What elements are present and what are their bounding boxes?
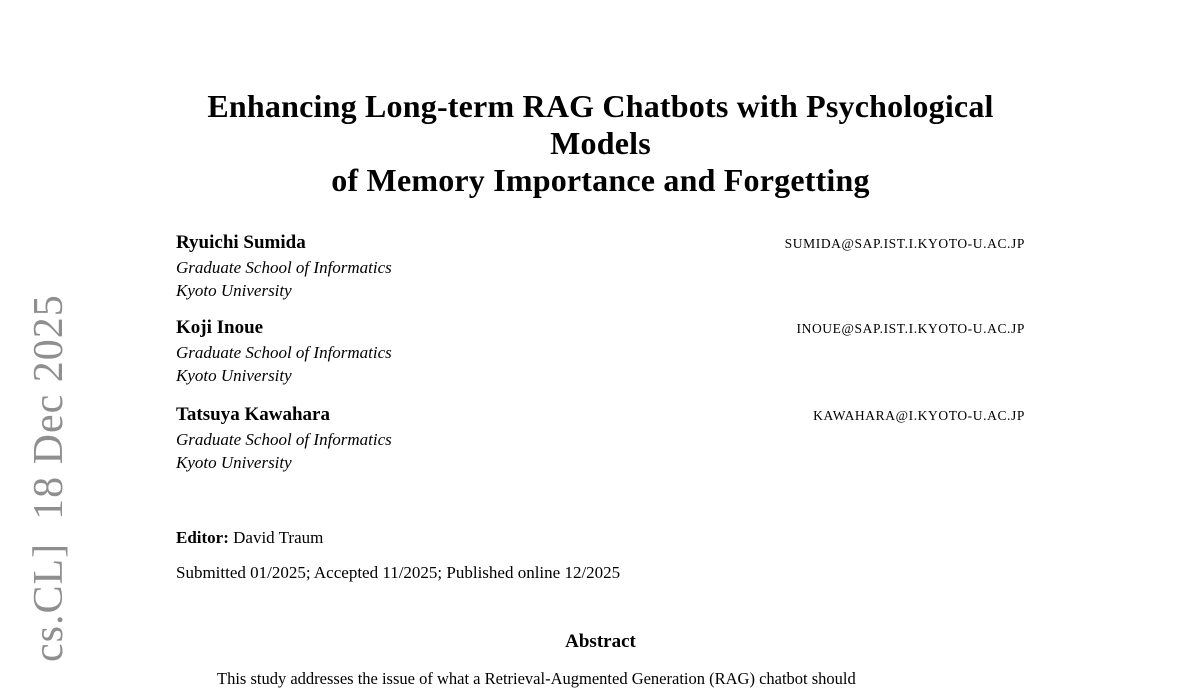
author-row xyxy=(176,316,1025,341)
abstract-first-line: This study addresses the issue of what a Retrieval-Augmented Generation (RAG) chatbot should xyxy=(217,669,856,688)
author-name: Koji Inoue xyxy=(176,317,264,338)
author-block-2 xyxy=(176,316,1025,387)
author-block-1 xyxy=(176,231,1025,302)
author-list xyxy=(176,231,1025,474)
abstract-heading: Abstract xyxy=(565,631,636,652)
paper-title xyxy=(176,88,1025,199)
author-name: Ryuichi Sumida xyxy=(176,232,306,253)
author-block-3 xyxy=(176,403,1025,474)
author-affiliation-line: Kyoto University xyxy=(176,453,292,472)
author-email: INOUE@SAP.IST.I.KYOTO-U.AC.JP xyxy=(796,321,1025,336)
author-row xyxy=(176,231,1025,256)
paper-title-line-1: Enhancing Long-term RAG Chatbots with Psychological Models xyxy=(207,88,994,161)
author-email: KAWAHARA@I.KYOTO-U.AC.JP xyxy=(813,408,1025,423)
author-affiliation-line: Kyoto University xyxy=(176,366,292,385)
author-row xyxy=(176,403,1025,428)
submission-history: Submitted 01/2025; Accepted 11/2025; Published online 12/2025 xyxy=(176,563,621,582)
editor-label: Editor: xyxy=(176,528,229,547)
paper-title-line-2: of Memory Importance and Forgetting xyxy=(331,162,870,198)
author-name: Tatsuya Kawahara xyxy=(176,404,330,425)
author-affiliation-line: Kyoto University xyxy=(176,281,292,300)
editor-name: David Traum xyxy=(233,528,324,547)
editor-line xyxy=(176,526,1025,549)
author-affiliation-line: Graduate School of Informatics xyxy=(176,258,392,277)
author-email: SUMIDA@SAP.IST.I.KYOTO-U.AC.JP xyxy=(784,236,1025,251)
arxiv-watermark: cs.CL] 18 Dec 2025 xyxy=(26,294,72,662)
author-affiliation-line: Graduate School of Informatics xyxy=(176,343,392,362)
paper-content xyxy=(176,0,1025,690)
author-affiliation-line: Graduate School of Informatics xyxy=(176,430,392,449)
